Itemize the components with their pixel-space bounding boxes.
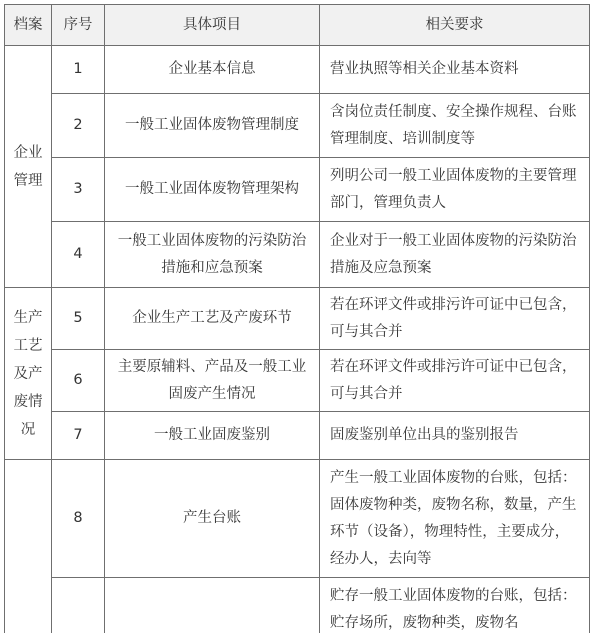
row-number: 3 bbox=[52, 158, 105, 222]
row-number: 2 bbox=[52, 94, 105, 158]
row-number: 7 bbox=[52, 412, 105, 460]
row-number: 6 bbox=[52, 350, 105, 412]
table-row bbox=[5, 350, 590, 412]
category-label: 企业管理 bbox=[13, 144, 43, 189]
table-row bbox=[5, 94, 590, 158]
item-cell: 一般工业固体废物管理架构 bbox=[105, 158, 320, 222]
item-cell: 一般工业固体废物的污染防治措施和应急预案 bbox=[105, 222, 320, 288]
category-label: 生产工艺及产废情况 bbox=[13, 309, 43, 438]
row-number: 8 bbox=[52, 460, 105, 578]
requirement-cell: 若在环评文件或排污许可证中已包含，可与其合并 bbox=[320, 350, 590, 412]
table-header-row bbox=[5, 5, 590, 46]
category-cell bbox=[5, 46, 52, 288]
table-row bbox=[5, 158, 590, 222]
category-cell bbox=[5, 460, 52, 633]
header-archive: 档案 bbox=[5, 5, 52, 46]
category-cell bbox=[5, 288, 52, 460]
table-row bbox=[5, 46, 590, 94]
requirement-cell: 营业执照等相关企业基本资料 bbox=[320, 46, 590, 94]
requirement-cell: 列明公司一般工业固体废物的主要管理部门，管理负责人 bbox=[320, 158, 590, 222]
table-row bbox=[5, 288, 590, 350]
header-item: 具体项目 bbox=[105, 5, 320, 46]
row-number: 4 bbox=[52, 222, 105, 288]
row-number bbox=[52, 578, 105, 633]
requirement-cell: 企业对于一般工业固体废物的污染防治措施及应急预案 bbox=[320, 222, 590, 288]
archive-requirements-table bbox=[4, 4, 590, 633]
requirement-cell: 产生一般工业固体废物的台账，包括：固体废物种类，废物名称，数量，产生环节（设备），物理特性，主要成分，经办人，去向等 bbox=[320, 460, 590, 578]
item-cell: 主要原辅料、产品及一般工业固废产生情况 bbox=[105, 350, 320, 412]
row-number: 1 bbox=[52, 46, 105, 94]
requirement-cell: 若在环评文件或排污许可证中已包含，可与其合并 bbox=[320, 288, 590, 350]
item-cell: 企业生产工艺及产废环节 bbox=[105, 288, 320, 350]
item-cell: 一般工业固废鉴别 bbox=[105, 412, 320, 460]
item-cell: 企业基本信息 bbox=[105, 46, 320, 94]
row-number: 5 bbox=[52, 288, 105, 350]
table-row bbox=[5, 578, 590, 633]
requirement-cell: 固废鉴别单位出具的鉴别报告 bbox=[320, 412, 590, 460]
header-number: 序号 bbox=[52, 5, 105, 46]
requirement-cell: 含岗位责任制度、安全操作规程、台账管理制度、培训制度等 bbox=[320, 94, 590, 158]
item-cell bbox=[105, 578, 320, 633]
table-row bbox=[5, 222, 590, 288]
header-requirement: 相关要求 bbox=[320, 5, 590, 46]
item-cell: 产生台账 bbox=[105, 460, 320, 578]
requirement-cell: 贮存一般工业固体废物的台账，包括：贮存场所，废物种类，废物名 bbox=[320, 578, 590, 633]
table-row bbox=[5, 412, 590, 460]
table-row bbox=[5, 460, 590, 578]
item-cell: 一般工业固体废物管理制度 bbox=[105, 94, 320, 158]
